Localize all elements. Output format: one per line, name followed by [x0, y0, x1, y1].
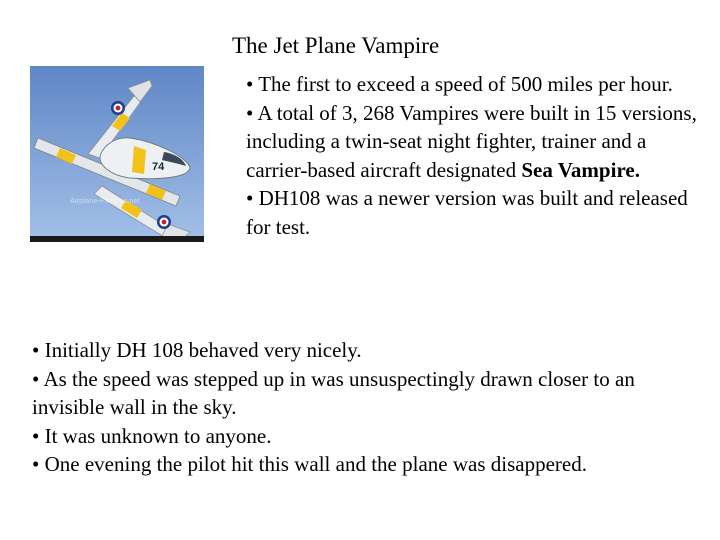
bullet-item-unknown: • It was unknown to anyone. [32, 423, 272, 448]
roundel-icon [111, 101, 125, 115]
bullet-item-evening: • One evening the pilot hit this wall and the plane was disappered. [32, 452, 587, 477]
photo-caption-strip [30, 236, 204, 242]
jet-plane-photo [30, 66, 204, 242]
slide-title: The Jet Plane Vampire [232, 33, 440, 58]
bottom-bullet-list [32, 336, 702, 479]
bullet-item-production: • A total of 3, 268 Vampires were built in 15 versions, including a twin-seat night fighter, trainer and a carrier-based aircraft designated Sea Vampire. [246, 100, 697, 182]
roundel-icon-lower [157, 215, 171, 229]
bullet-item-dh108: • DH108 was a newer version was built and released for test. [246, 186, 688, 239]
top-bullet-list [246, 70, 706, 242]
bullet-item-speed-wall: • As the speed was stepped up in was unsuspectingly drawn closer to an invisible wall in the sky. [32, 366, 635, 420]
photo-watermark: Airplane-Pictures.net [70, 196, 140, 205]
bullet-item-initial: • Initially DH 108 behaved very nicely. [32, 338, 362, 362]
bullet-item-speed: • The first to exceed a speed of 500 miles per hour. [246, 72, 673, 96]
jet-plane-illustration [30, 66, 204, 242]
sea-vampire-emphasis: Sea Vampire. [521, 157, 640, 182]
aircraft-marking: 74 [152, 161, 165, 173]
